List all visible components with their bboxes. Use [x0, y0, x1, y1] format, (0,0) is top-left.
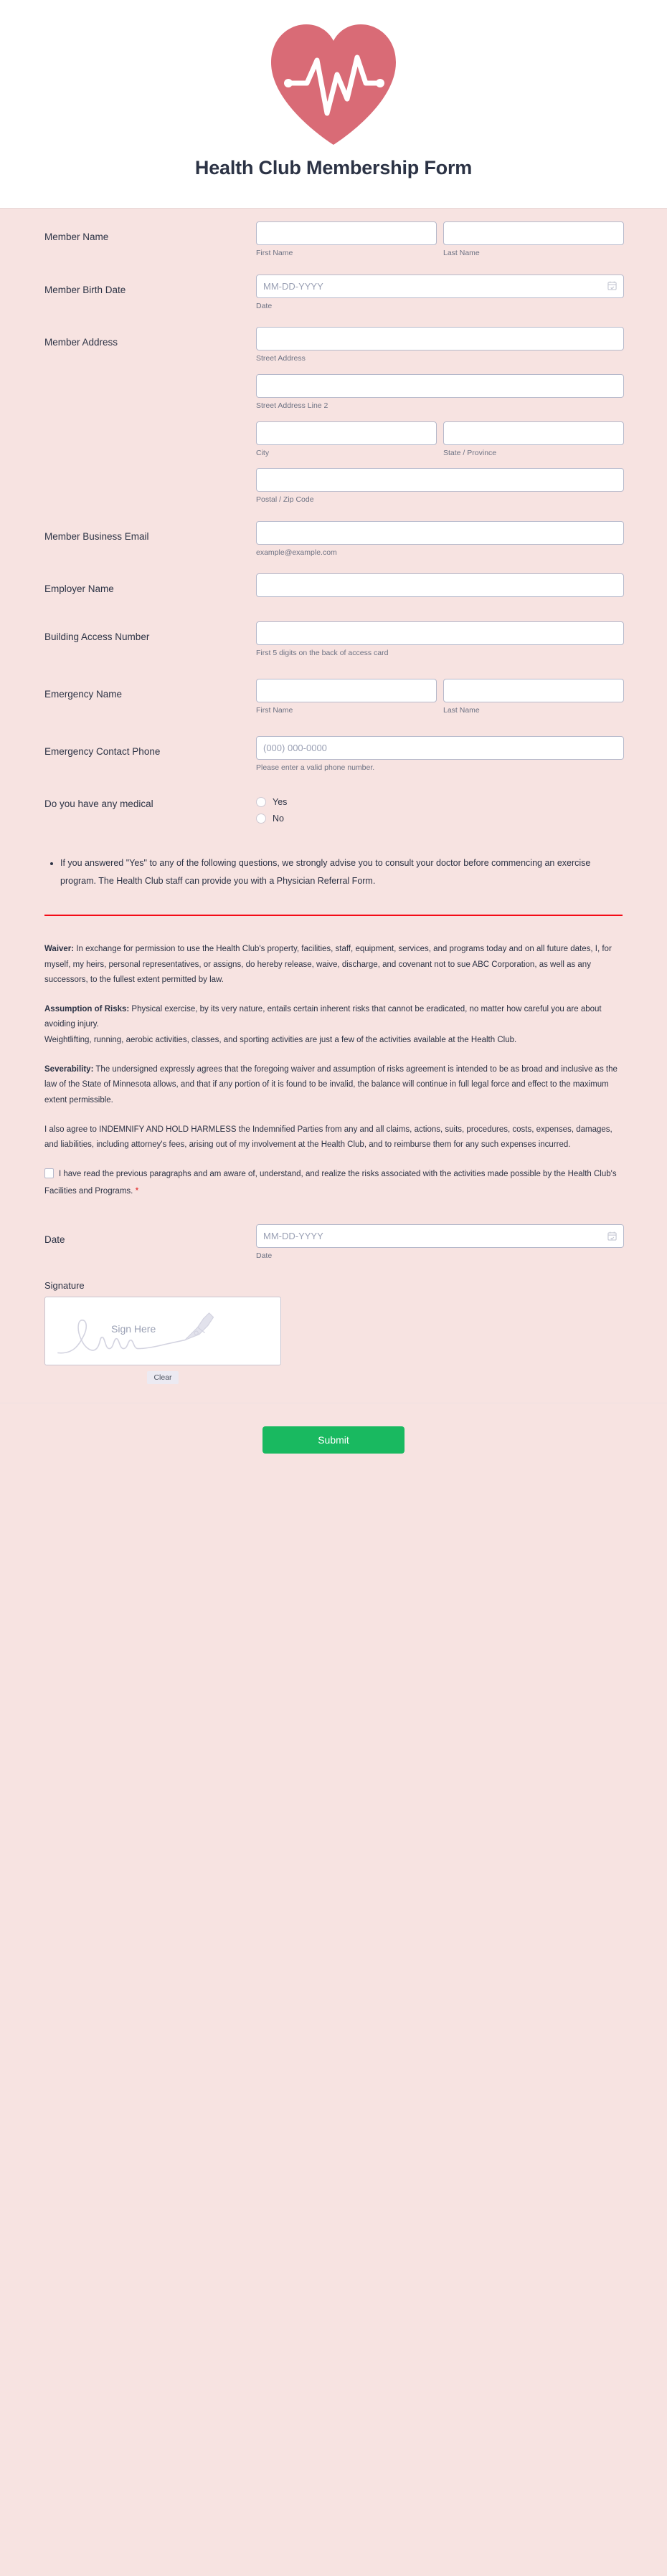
consent-block — [0, 1167, 667, 1200]
page-title: Health Club Membership Form — [194, 157, 473, 178]
postal-zip-sublabel: Postal / Zip Code — [256, 495, 314, 505]
member-first-name-sublabel: First Name — [256, 249, 293, 257]
consent-date-sublabel: Date — [256, 1251, 273, 1261]
street-address-line2-sublabel: Street Address Line 2 — [256, 401, 328, 410]
emergency-first-name-input[interactable] — [256, 679, 437, 702]
legal-block — [0, 942, 667, 1153]
member-birth-date-sublabel: Date — [256, 301, 273, 310]
field-label-emergency-contact-phone: Emergency Contact Phone — [44, 745, 161, 757]
signature-placeholder-icon — [45, 1297, 280, 1365]
field-member-name — [0, 221, 667, 259]
legal-paragraph-severability — [44, 1062, 623, 1108]
field-employer-name — [0, 573, 667, 597]
field-label-emergency-name: Emergency Name — [44, 689, 123, 700]
consent-checkbox[interactable] — [44, 1168, 54, 1178]
notice-block — [0, 837, 667, 890]
employer-name-input[interactable] — [256, 573, 624, 597]
form-body — [0, 209, 667, 1487]
emergency-last-name-sublabel: Last Name — [443, 706, 480, 715]
member-business-email-sublabel: example@example.com — [256, 548, 337, 557]
street-address-line2-input[interactable] — [256, 374, 624, 398]
city-sublabel: City — [256, 448, 270, 457]
signature-placeholder-text: Sign Here — [111, 1322, 156, 1335]
submit-button[interactable]: Submit — [262, 1426, 405, 1454]
building-access-number-sublabel: First 5 digits on the back of access card — [256, 649, 389, 658]
signature-pad[interactable] — [44, 1297, 281, 1365]
legal-paragraph-indemnify: I also agree to INDEMNIFY AND HOLD HARMLESS the Indemnified Parties from any and all claims, actions, suits, procedures, costs, expenses, damages, and liabilities, including attorney's fees, arising out of my involvement at the Health Club, and to reimburse them for any such expenses incurred. — [44, 1125, 612, 1150]
legal-heading-risks: Assumption of Risks: — [44, 1005, 130, 1014]
member-business-email-input[interactable] — [256, 521, 624, 545]
field-label-member-business-email: Member Business Email — [44, 530, 149, 542]
radio-label-no: No — [273, 814, 284, 824]
field-label-building-access-number: Building Access Number — [44, 631, 150, 643]
member-last-name-sublabel: Last Name — [443, 249, 480, 257]
field-label-member-address: Member Address — [44, 337, 118, 348]
heart-pulse-icon — [265, 22, 402, 147]
field-medical-question — [0, 793, 667, 830]
member-last-name-input[interactable] — [443, 221, 624, 245]
legal-paragraph-risks — [44, 1002, 623, 1048]
field-label-member-name: Member Name — [44, 232, 109, 242]
signature-block — [0, 1280, 667, 1384]
section-divider-red — [44, 915, 623, 916]
street-address-input[interactable] — [256, 327, 624, 350]
form-header — [0, 0, 667, 209]
postal-zip-input[interactable] — [256, 468, 624, 492]
building-access-number-input[interactable] — [256, 621, 624, 645]
legal-body-waiver: In exchange for permission to use the Health Club's property, facilities, staff, equipment, services, and programs today and on all future dates, I, for myself, my heirs, personal representatives, or assigns, do hereby release, waive, discharge, and covenant not to sue ABC Corporation, as well as any successors, to the fullest extent permitted by law. — [44, 945, 612, 984]
radio-dot-yes[interactable] — [256, 797, 266, 807]
consent-label: I have read the previous paragraphs and am aware of, understand, and realize the risks associated with the activities made possible by the Health Club's Facilities and Programs. — [44, 1170, 617, 1196]
medical-question-radio-group — [256, 793, 624, 824]
field-member-birth-date — [0, 275, 667, 312]
emergency-contact-phone-input[interactable] — [256, 736, 624, 760]
field-label-employer-name: Employer Name — [44, 583, 114, 595]
emergency-last-name-input[interactable] — [443, 679, 624, 702]
legal-body-risks-2: Weightlifting, running, aerobic activities, classes, and sporting activities are just a few of the activities available at the Health Club. — [44, 1035, 517, 1044]
legal-heading-severability: Severability: — [44, 1065, 94, 1074]
radio-dot-no[interactable] — [256, 814, 266, 824]
legal-heading-waiver: Waiver: — [44, 945, 75, 954]
radio-label-yes: Yes — [273, 797, 288, 808]
state-province-input[interactable] — [443, 421, 624, 445]
field-label-consent-date: Date — [44, 1234, 65, 1246]
consent-date-input[interactable] — [256, 1224, 624, 1248]
state-province-sublabel: State / Province — [443, 448, 497, 457]
field-consent-date — [0, 1224, 667, 1261]
member-first-name-input[interactable] — [256, 221, 437, 245]
field-emergency-contact-phone — [0, 736, 667, 773]
emergency-contact-phone-sublabel: Please enter a valid phone number. — [256, 763, 375, 772]
field-member-address — [0, 327, 667, 505]
legal-body-severability: The undersigned expressly agrees that the foregoing waiver and assumption of risks agreement is intended to be as broad and inclusive as the law of the State of Minnesota allows, and that if any portion of it is found to be invalid, the balance will continue in full legal force and effect to the maximum extent permissible. — [44, 1065, 618, 1105]
legal-body-risks-1: Physical exercise, by its very nature, entails certain inherent risks that cannot be eradicated, no matter how careful you are about avoiding injury. — [44, 1005, 602, 1029]
field-label-medical-question: Do you have any medical — [44, 798, 153, 810]
clear-signature-button[interactable]: Clear — [147, 1371, 178, 1384]
notice-bullet-item: • If you answered "Yes" to any of the following questions, we strongly advise you to consult your doctor before commencing an exercise program. The Health Club staff can provide you with a Physician Referral Form. — [60, 854, 617, 890]
required-asterisk: * — [135, 1186, 139, 1196]
radio-option-yes[interactable] — [256, 797, 624, 807]
legal-paragraph-waiver — [44, 942, 623, 988]
field-emergency-name — [0, 679, 667, 716]
signature-label: Signature — [44, 1279, 85, 1291]
logo — [0, 22, 667, 147]
emergency-first-name-sublabel: First Name — [256, 706, 293, 715]
field-label-member-birth-date: Member Birth Date — [44, 284, 126, 295]
radio-option-no[interactable] — [256, 814, 624, 824]
field-building-access-number — [0, 621, 667, 659]
field-member-business-email — [0, 521, 667, 558]
street-address-sublabel: Street Address — [256, 354, 306, 363]
submit-row — [0, 1403, 667, 1487]
city-input[interactable] — [256, 421, 437, 445]
member-birth-date-input[interactable] — [256, 275, 624, 298]
